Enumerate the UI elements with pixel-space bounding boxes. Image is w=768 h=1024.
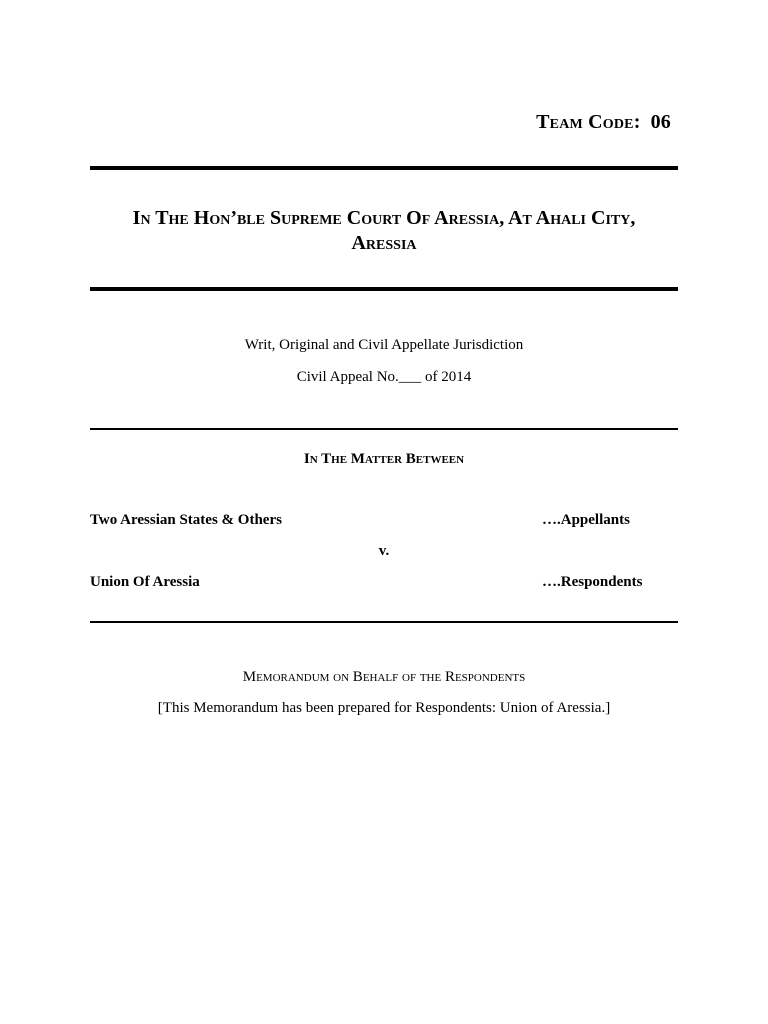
court-title-line2: Aressia	[351, 232, 417, 254]
court-title-divider	[90, 287, 678, 291]
court-title-line1: In The Hon’ble Supreme Court Of Aressia, At Ahali City,	[132, 207, 636, 229]
matter-top-divider	[90, 428, 678, 430]
memorandum-note: [This Memorandum has been prepared for Respondents: Union of Aressia.]	[157, 700, 611, 716]
top-divider	[90, 166, 678, 170]
appellant-name: Two Aressian States & Others	[90, 512, 282, 528]
appellant-role: ….Appellants	[542, 512, 630, 528]
matter-bottom-divider	[90, 621, 678, 623]
civil-appeal-number: Civil Appeal No.___ of 2014	[296, 369, 472, 385]
team-code-value: 06	[650, 111, 671, 133]
jurisdiction-line: Writ, Original and Civil Appellate Jurisdiction	[244, 337, 524, 353]
memorandum-title: Memorandum on Behalf of the Respondents	[242, 669, 526, 685]
respondent-role: ….Respondents	[542, 574, 643, 590]
court-title	[90, 206, 678, 256]
matter-heading: In The Matter Between	[303, 451, 465, 467]
respondent-name: Union Of Aressia	[90, 574, 200, 590]
versus-label: v.	[378, 543, 390, 559]
team-code	[536, 111, 671, 134]
team-code-label: Team Code:	[536, 111, 641, 133]
